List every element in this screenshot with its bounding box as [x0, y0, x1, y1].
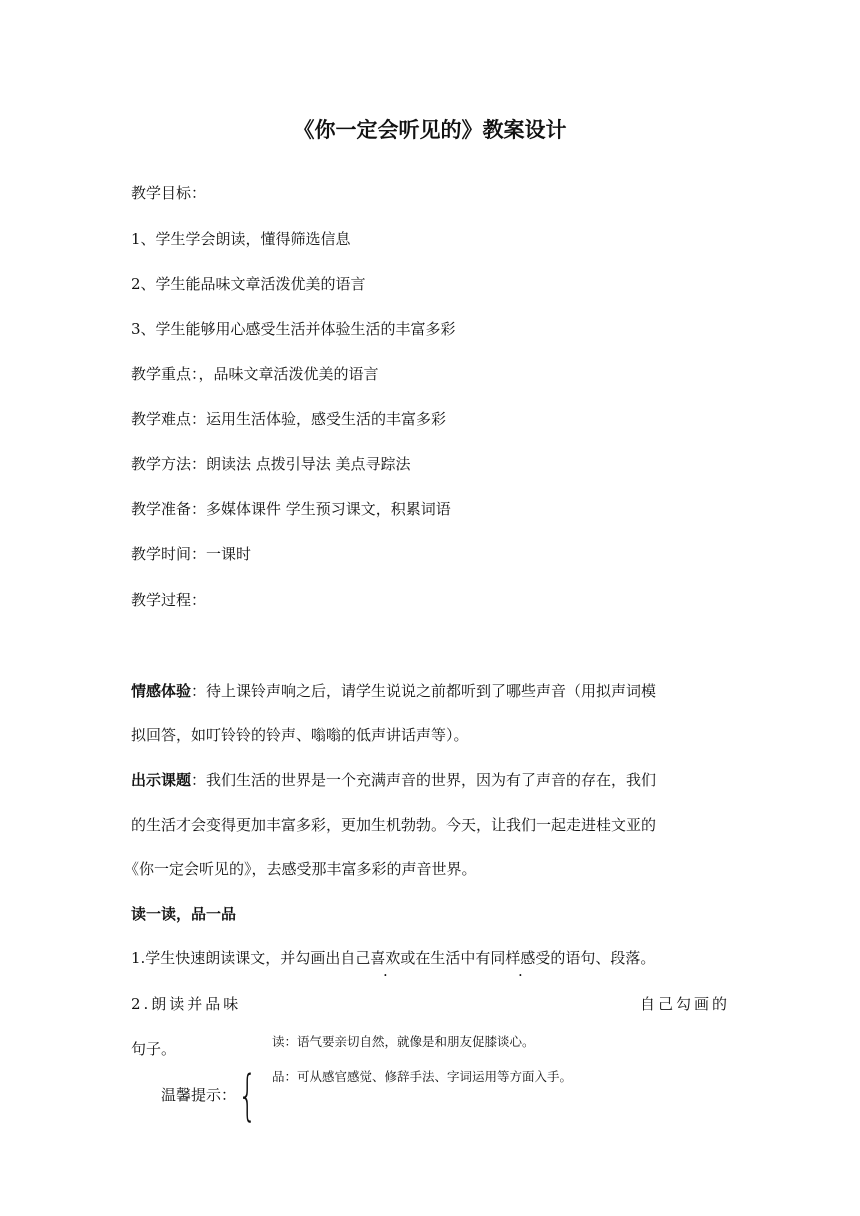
step-1: 1.学生快速朗读课文，并勾画出自己喜欢或在生活中有同样感受的语句、段落。 [131, 949, 656, 967]
step-2-continuation: 句子。 [131, 1040, 177, 1058]
process-label: 教学过程： [131, 591, 207, 609]
topic-paragraph-line: 出示课题：我们生活的世界是一个充满声音的世界，因为有了声音的存在，我们 [131, 771, 657, 789]
methods: 教学方法：朗读法 点拨引导法 美点寻踪法 [131, 455, 411, 473]
section-heading: 读一读，品一品 [131, 905, 237, 923]
emphasis-text: 同样感受 [490, 949, 551, 967]
emotion-paragraph-line: 拟回答，如叮铃铃的铃声、嗡嗡的低声讲话声等）。 [131, 726, 469, 744]
page-title: 《你一定会听见的》教案设计 [293, 117, 567, 142]
tip-read: 读：语气要亲切自然，就像是和朋友促膝谈心。 [272, 1034, 535, 1049]
difficulty: 教学难点：运用生活体验，感受生活的丰富多彩 [131, 410, 447, 428]
step-2-left: 2.朗读并品味 [131, 995, 242, 1013]
tips-label: 温馨提示： [161, 1086, 237, 1104]
topic-paragraph-line: 《你一定会听见的》，去感受那丰富多彩的声音世界。 [124, 860, 477, 878]
emotion-label: 情感体验 [131, 682, 192, 700]
emotion-paragraph-line: 情感体验：待上课铃声响之后，请学生说说之前都听到了哪些声音（用拟声词模 [131, 682, 657, 700]
topic-paragraph-line: 的生活才会变得更加丰富多彩，更加生机勃勃。今天，让我们一起走进桂文亚的 [131, 816, 657, 834]
goals-label: 教学目标： [131, 184, 207, 202]
tip-taste: 品：可从感官感觉、修辞手法、字词运用等方面入手。 [272, 1069, 573, 1084]
preparation: 教学准备：多媒体课件 学生预习课文，积累词语 [131, 500, 451, 518]
goal-item: 2、学生能品味文章活泼优美的语言 [131, 275, 366, 293]
curly-brace-icon: { [238, 1064, 257, 1127]
goal-item: 1、学生学会朗读，懂得筛选信息 [131, 230, 351, 248]
key-point: 教学重点：，品味文章活泼优美的语言 [131, 365, 379, 383]
goal-item: 3、学生能够用心感受生活并体验生活的丰富多彩 [131, 320, 456, 338]
step-2-right: 自己勾画的 [640, 995, 731, 1013]
topic-label: 出示课题 [131, 771, 192, 789]
class-time: 教学时间：一课时 [131, 545, 252, 563]
emphasis-text: 喜欢 [370, 949, 401, 967]
